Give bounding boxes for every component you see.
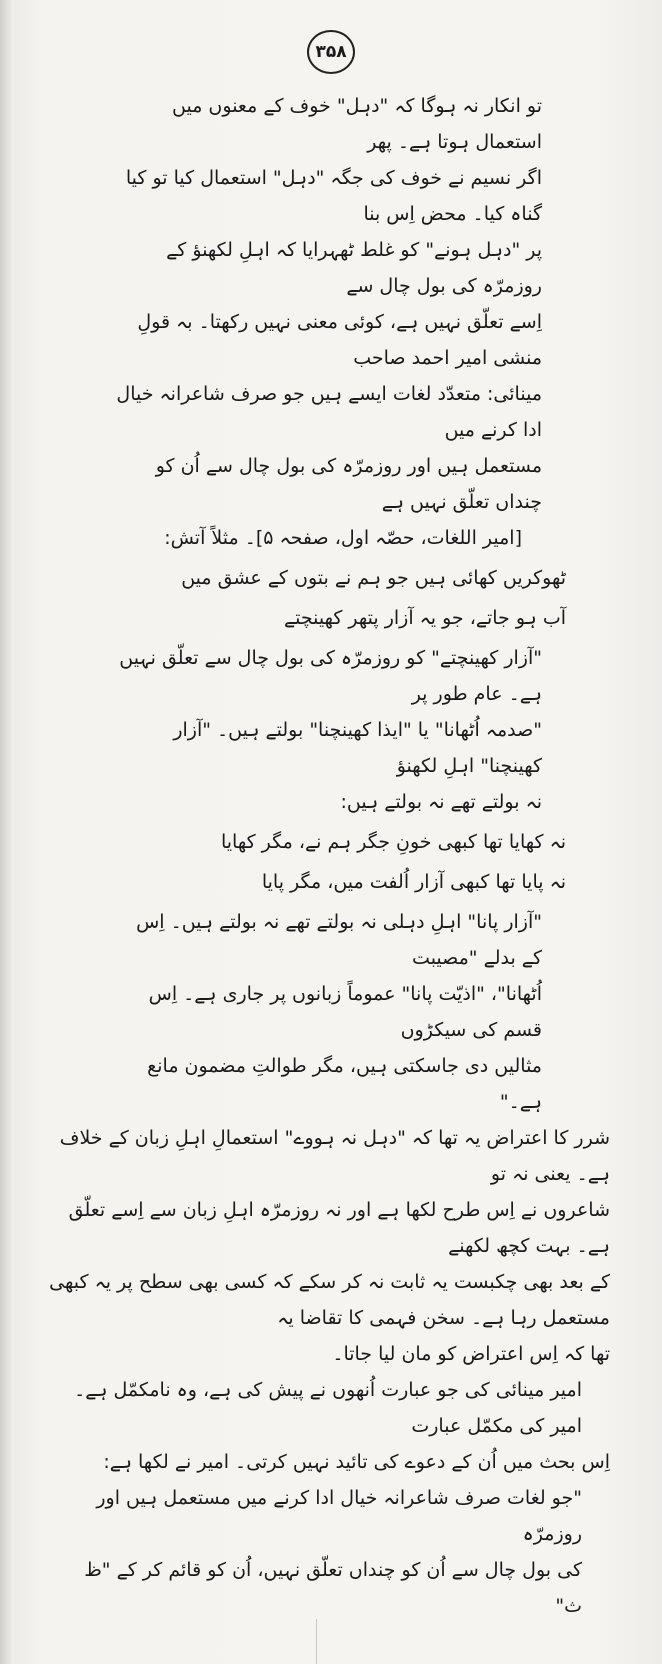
- couplet-first-hemistich: ٹھوکریں کھائی ہیں جو ہم نے بتوں کے عشق میں: [181, 567, 566, 589]
- quote-line: "جو لغات صرف شاعرانہ خیال ادا کرنے میں مستعمل ہیں اور روزمرّہ: [96, 1487, 582, 1545]
- paragraph: [44, 1372, 610, 1480]
- text-line: اُٹھانا"، "اذیّت پانا" عموماً زبانوں پر جاری ہے۔ اِس قسم کی سیکڑوں: [148, 983, 542, 1041]
- page-spine-shadow: [0, 0, 14, 1664]
- couplet: [90, 560, 566, 636]
- text-line: "آزار کھینچتے" کو روزمرّہ کی بول چال سے تعلّق نہیں ہے۔ عام طور پر: [119, 647, 542, 705]
- text-line: مستعمل ہیں اور روزمرّہ کی بول چال سے اُن کو چنداں تعلّق نہیں ہے: [155, 455, 542, 513]
- text-line: امیر مینائی کی جو عبارت اُنھوں نے پیش کی ہے، وہ نامکمّل ہے۔ امیر کی مکمّل عبارت: [74, 1379, 582, 1437]
- couplet-second-hemistich: نہ پایا تھا کبھی آزار اُلفت میں، مگر پایا: [261, 871, 566, 893]
- block-quote: [80, 1480, 582, 1624]
- couplet-second-hemistich: آب ہو جاتے، جو یہ آزار پتھر کھینچتے: [283, 607, 566, 629]
- text-line: "آزار پانا" اہلِ دہلی نہ بولتے تھے نہ بولتے ہیں۔ اِس کے بدلے "مصیبت: [136, 911, 542, 969]
- page-fold-mark: [316, 1619, 317, 1664]
- text-line: تھا کہ اِس اعتراض کو مان لیا جاتا۔: [332, 1343, 610, 1365]
- paragraph: [44, 1120, 610, 1372]
- text-line: نہ بولتے تھے نہ بولتے ہیں:: [340, 791, 542, 813]
- text-line: مینائی: متعدّد لغات ایسے ہیں جو صرف شاعرانہ خیال ادا کرنے میں: [116, 383, 542, 441]
- quoted-passage-continued: [116, 640, 542, 820]
- text-line: اگر نسیم نے خوف کی جگہ "دہل" استعمال کیا تو کیا گناہ کیا۔ محض اِس بنا: [125, 167, 542, 225]
- text-line: کے بعد بھی چکبست یہ ثابت نہ کر سکے کہ کسی بھی سطح پر یہ کبھی مستعمل رہا ہے۔ سخن فہمی کا تقاضا یہ: [49, 1271, 610, 1329]
- quoted-passage-end: [116, 904, 542, 1120]
- quoted-passage: [116, 88, 542, 556]
- text-line: اِس بحث میں اُن کے دعوے کی تائید نہیں کرتی۔ امیر نے لکھا ہے:: [103, 1451, 610, 1473]
- couplet-first-hemistich: نہ کھایا تھا کبھی خونِ جگر ہم نے، مگر کھایا: [220, 831, 566, 853]
- citation-line: [امیر اللغات، حصّہ اول، صفحہ ۵]۔ مثلاً آتش:: [164, 527, 522, 549]
- text-line: اِسے تعلّق نہیں ہے، کوئی معنی نہیں رکھتا۔ بہ قولِ منشی امیر احمد صاحب: [137, 311, 542, 369]
- text-line: "صدمہ اُٹھانا" یا "ایذا کھینچنا" بولتے ہیں۔ "آزار کھینچنا" اہلِ لکھنؤ: [173, 719, 542, 777]
- text-line: شاعروں نے اِس طرح لکھا ہے اور نہ روزمرّہ اہلِ زبان سے اِسے تعلّق ہے۔ بہت کچھ لکھنے: [68, 1199, 610, 1257]
- text-line: پر "دہل ہونے" کو غلط ٹھہرایا کہ اہلِ لکھنؤ کے روزمرّہ کی بول چال سے: [166, 239, 542, 297]
- couplet: [90, 824, 566, 900]
- text-line: تو انکار نہ ہوگا کہ "دہل" خوف کے معنوں میں استعمال ہوتا ہے۔ پھر: [172, 95, 542, 153]
- quote-line: کی بول چال سے اُن کو چنداں تعلّق نہیں، اُن کو قائم کر کے "ظ ث": [84, 1559, 582, 1617]
- text-line: مثالیں دی جاسکتی ہیں، مگر طوالتِ مضمون مانع ہے۔": [147, 1055, 542, 1113]
- page-number: ۳۵۸: [307, 30, 355, 74]
- text-line: شرر کا اعتراض یہ تھا کہ "دہل نہ ہووے" استعمالِ اہلِ زبان کے خلاف ہے۔ یعنی نہ تو: [59, 1127, 610, 1185]
